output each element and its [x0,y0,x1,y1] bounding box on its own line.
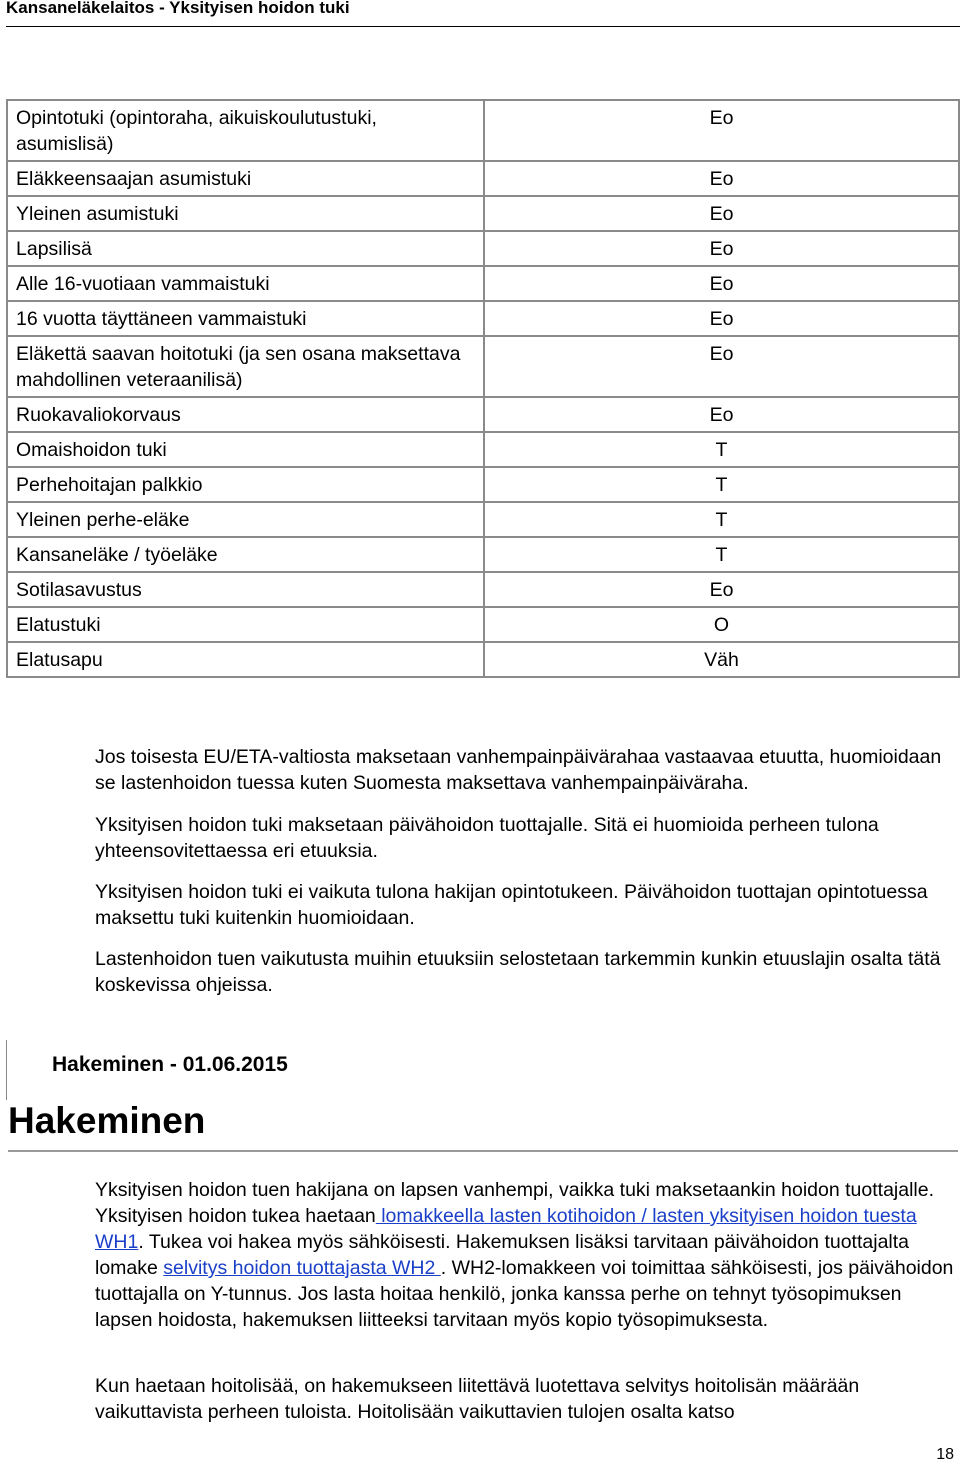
benefit-label: Sotilasavustus [7,572,484,607]
table-row [7,607,959,642]
table-row [7,397,959,432]
paragraph-study-grant: Yksityisen hoidon tuki ei vaikuta tulona hakijan opintotukeen. Päivähoidon tuottajan opintotuessa maksettu tuki kuitenkin huomioidaan. [95,881,928,929]
paragraph-care-supplement: Kun haetaan hoitolisää, on hakemukseen liitettävä luotettava selvitys hoitolisän määrään vaikuttavista perheen tuloista. Hoitolisään vaikuttavien tulojen osalta katso [95,1375,860,1423]
benefit-label: Yleinen asumistuki [7,196,484,231]
benefit-effect-code: T [484,502,959,537]
benefit-effect-code: T [484,537,959,572]
benefit-effect-code: Eo [484,397,959,432]
section-heading: Hakeminen [8,1100,206,1141]
benefits-table [6,99,960,678]
benefit-effect-code: T [484,467,959,502]
benefit-label: Alle 16-vuotiaan vammaistuki [7,266,484,301]
benefit-label: Omaishoidon tuki [7,432,484,467]
paragraph-other-benefits: Lastenhoidon tuen vaikutusta muihin etuuksiin selostetaan tarkemmin kunkin etuuslajin osalta tätä koskevissa ohjeissa. [95,948,941,996]
table-row [7,642,959,677]
section-heading-rule [8,1150,958,1152]
table-row [7,266,959,301]
table-row [7,572,959,607]
benefit-effect-code: O [484,607,959,642]
benefit-label: Kansaneläke / työeläke [7,537,484,572]
benefit-label: Perhehoitajan palkkio [7,467,484,502]
benefit-label: Eläkkeensaajan asumistuki [7,161,484,196]
document-header-title: Kansaneläkelaitos - Yksityisen hoidon tuki [6,0,350,17]
paragraph-eu-eta: Jos toisesta EU/ETA-valtiosta maksetaan vanhempainpäivärahaa vastaavaa etuutta, huomioidaan se lastenhoidon tuessa kuten Suomesta maksettava vanhempainpäiväraha. [95,746,942,794]
table-row [7,432,959,467]
application-text-c: . WH2-lomakkeen voi toimittaa sähköisesti, jos päivähoidon tuottajalla on Y-tunnus. Jos lasta hoitaa henkilö, jonka kanssa perhe on tehnyt työsopimuksen lapsen hoidosta, hakemuksen liitteeksi tarvitaan myös kopio työsopimuksesta. [95,1257,954,1331]
benefit-label: 16 vuotta täyttäneen vammaistuki [7,301,484,336]
link-form-wh1[interactable]: lomakkeella lasten kotihoidon / lasten yksityisen hoidon tuesta WH1 [95,1205,917,1253]
benefit-effect-code: Eo [484,266,959,301]
table-row [7,502,959,537]
application-text-a: Yksityisen hoidon tuen hakijana on lapsen vanhempi, vaikka tuki maksetaankin hoidon tuottajalle. Yksityisen hoidon tukea haetaan [95,1179,935,1227]
benefit-effect-code: Eo [484,231,959,266]
header-divider [6,26,960,27]
benefit-effect-code: Eo [484,572,959,607]
section-marker-bar [6,1040,7,1100]
benefit-label: Lapsilisä [7,231,484,266]
link-form-wh2[interactable]: selvitys hoidon tuottajasta WH2 [163,1257,441,1279]
benefit-label: Opintotuki (opintoraha, aikuiskoulutustuki, asumislisä) [7,100,484,161]
benefit-effect-code: T [484,432,959,467]
benefit-label: Elatustuki [7,607,484,642]
benefit-effect-code: Eo [484,301,959,336]
paragraph-application [95,1177,955,1333]
section-date-heading: Hakeminen - 01.06.2015 [52,1053,288,1076]
table-row [7,336,959,397]
table-row [7,231,959,266]
benefit-effect-code: Eo [484,161,959,196]
benefit-effect-code: Eo [484,336,959,397]
table-row [7,537,959,572]
benefit-label: Yleinen perhe-eläke [7,502,484,537]
table-row [7,196,959,231]
table-row [7,467,959,502]
paragraph-payment-to-provider: Yksityisen hoidon tuki maksetaan päivähoidon tuottajalle. Sitä ei huomioida perheen tulona yhteensovitettaessa eri etuuksia. [95,814,879,862]
benefits-table-body [7,100,959,677]
table-row [7,100,959,161]
page-number: 18 [936,1446,954,1463]
benefit-effect-code: Väh [484,642,959,677]
benefit-effect-code: Eo [484,196,959,231]
benefit-effect-code: Eo [484,100,959,161]
benefit-label: Eläkettä saavan hoitotuki (ja sen osana maksettava mahdollinen veteraanilisä) [7,336,484,397]
application-text-b: . Tukea voi hakea myös sähköisesti. Hakemuksen lisäksi tarvitaan päivähoidon tuottajalta lomake [95,1231,910,1279]
table-row [7,301,959,336]
benefit-label: Ruokavaliokorvaus [7,397,484,432]
table-row [7,161,959,196]
benefit-label: Elatusapu [7,642,484,677]
